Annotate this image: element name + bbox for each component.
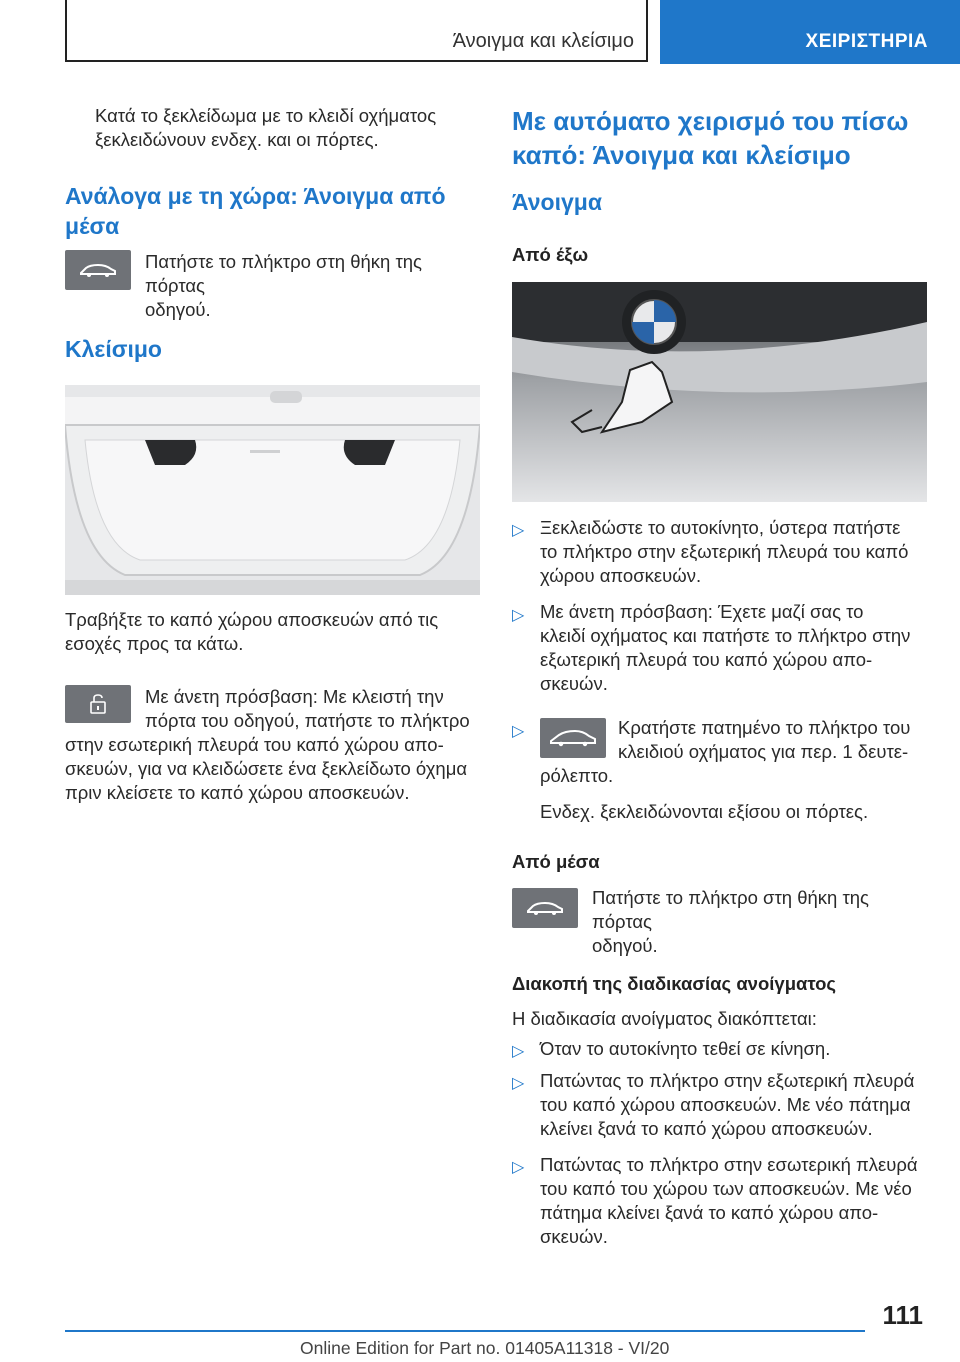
heading-automatic-operation xyxy=(512,104,932,172)
bullet-key xyxy=(540,716,940,788)
text-line: πάτημα κλείνει ξανά το καπό χώρου απο- xyxy=(540,1202,879,1223)
car-button-icon xyxy=(65,250,131,290)
trunk-interior-photo xyxy=(65,385,480,595)
heading-line: Ανάλογα με τη χώρα: Άνοιγμα από xyxy=(65,183,446,209)
triangle-right-icon: ▷ xyxy=(512,723,525,740)
trunk-button-photo xyxy=(512,282,927,502)
text-line: στην εσωτερική πλευρά του καπό χώρου απο- xyxy=(65,734,444,755)
triangle-right-icon: ▷ xyxy=(512,1075,525,1092)
pull-text xyxy=(65,608,475,656)
triangle-right-icon: ▷ xyxy=(512,1043,525,1060)
heading-line: μέσα xyxy=(65,213,120,239)
heading-opening: Άνοιγμα xyxy=(512,189,602,215)
section-title: Άνοιγμα και κλείσιμο xyxy=(452,30,634,52)
text-line: εσοχές προς τα κάτω. xyxy=(65,633,244,654)
text-line: Τραβήξτε το καπό χώρου αποσκευών από τις xyxy=(65,609,439,630)
text-line: κλειδί οχήματος και πατήστε το πλήκτρο στην xyxy=(540,625,911,646)
triangle-right-icon: ▷ xyxy=(512,1159,525,1176)
chapter-title: ΧΕΙΡΙΣΤΗΡΙΑ xyxy=(805,31,928,52)
triangle-right-icon: ▷ xyxy=(512,607,525,624)
text-line: Πατήστε το πλήκτρο στη θήκη της πόρτας xyxy=(145,251,422,296)
text-line: σκευών. xyxy=(540,673,608,694)
interrupt-bullet-2 xyxy=(540,1069,940,1141)
edition-text: Online Edition for Part no. 01405A11318 - VI/20 xyxy=(300,1338,670,1358)
text-line: Με άνετη πρόσβαση: Έχετε μαζί σας το xyxy=(540,601,864,622)
text-line: ξεκλειδώνουν ενδεχ. και οι πόρτες. xyxy=(95,129,379,150)
key-note: Ενδεχ. ξεκλειδώνονται εξίσου οι πόρτες. xyxy=(540,801,869,822)
text-line: σκευών. xyxy=(540,1226,608,1247)
text-line: οδηγού. xyxy=(592,935,658,956)
triangle-right-icon: ▷ xyxy=(512,522,525,539)
page-number: 111 xyxy=(882,1300,923,1330)
text-line: κλείνει ξανά το καπό χώρου αποσκευών. xyxy=(540,1118,873,1139)
text-line: Πατήστε το πλήκτρο στη θήκη της πόρτας xyxy=(592,887,869,932)
heading-line: καπό: Άνοιγμα και κλείσιμο xyxy=(512,140,851,170)
interrupt-bullet-1 xyxy=(540,1037,940,1061)
intro-text xyxy=(95,104,475,152)
heading-open-inside xyxy=(65,181,475,241)
text-line: χώρου αποσκευών. xyxy=(540,565,702,586)
heading-close: Κλείσιμο xyxy=(65,336,162,362)
text-line: το πλήκτρο στην εξωτερική πλευρά του καπό xyxy=(540,541,909,562)
text-line: Κατά το ξεκλείδωμα με το κλειδί οχήματος xyxy=(95,105,437,126)
text-line: του καπό του χώρου των αποσκευών. Με νέο xyxy=(540,1178,912,1199)
text-line: πριν κλείσετε το καπό χώρου αποσκευών. xyxy=(65,782,410,803)
text-line: Πατώντας το πλήκτρο στην εξωτερική πλευρά xyxy=(540,1070,915,1091)
button-text xyxy=(145,250,485,322)
text-line: πόρτα του οδηγού, πατήστε το πλήκτρο xyxy=(145,710,470,731)
interrupt-bullet-3 xyxy=(540,1153,940,1249)
bullet-outside-1 xyxy=(540,516,940,588)
text-line: Πατώντας το πλήκτρο στην εσωτερική πλευρά xyxy=(540,1154,918,1175)
inside-text xyxy=(592,886,932,958)
interrupt-intro: Η διαδικασία ανοίγματος διακόπτεται: xyxy=(512,1008,817,1029)
text-line: Με άνετη πρόσβαση: Με κλειστή την xyxy=(145,686,444,707)
text-line: Ξεκλειδώστε το αυτοκίνητο, ύστερα πατήστε xyxy=(540,517,901,538)
label-from-inside: Από μέσα xyxy=(512,851,600,872)
footer-divider xyxy=(65,1330,865,1332)
text-line: ρόλεπτο. xyxy=(540,765,614,786)
text-line: κλειδιού οχήματος για περ. 1 δευτε- xyxy=(618,741,909,762)
text-line: Κρατήστε πατημένο το πλήκτρο του xyxy=(618,717,911,738)
heading-interrupt: Διακοπή της διαδικασίας ανοίγματος xyxy=(512,973,837,994)
text-line: οδηγού. xyxy=(145,299,211,320)
header-chapter-box xyxy=(660,0,960,64)
heading-line: Με αυτόματο χειρισμό του πίσω xyxy=(512,106,909,136)
text-line: Όταν το αυτοκίνητο τεθεί σε κίνηση. xyxy=(540,1038,831,1059)
car-button-icon xyxy=(512,888,578,928)
header-section-box xyxy=(65,0,648,62)
text-line: σκευών, για να κλειδώσετε ένα ξεκλείδωτο όχημα xyxy=(65,758,468,779)
text-line: του καπό χώρου αποσκευών. Με νέο πάτημα xyxy=(540,1094,911,1115)
comfort-text xyxy=(65,685,485,805)
bullet-outside-2 xyxy=(540,600,940,696)
text-line: εξωτερική πλευρά του καπό χώρου απο- xyxy=(540,649,873,670)
label-from-outside: Από έξω xyxy=(512,244,589,265)
